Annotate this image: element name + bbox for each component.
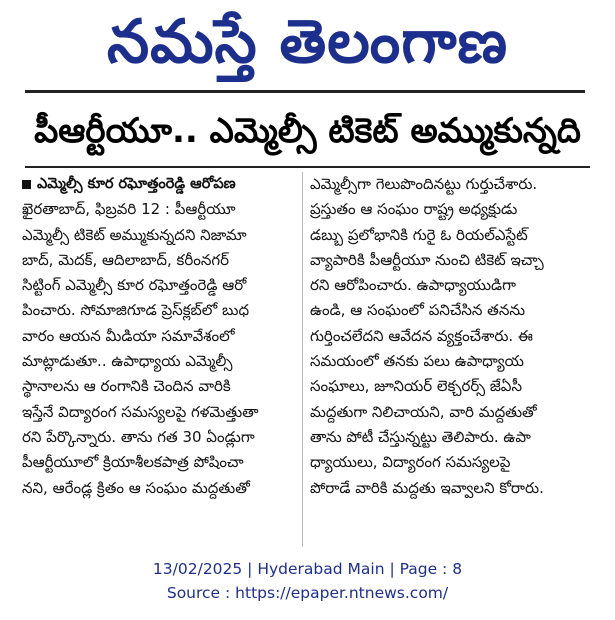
footer-source-link[interactable]: Source : https://epaper.ntnews.com/ xyxy=(166,584,449,602)
body-line: ఉండి, ఆ సంఘంలో పనిచేసిన తనను xyxy=(310,301,526,320)
body-line: స్థానాలను ఆ రంగానికి చెందిన వారికి xyxy=(22,377,231,396)
article-column-right xyxy=(310,172,595,501)
body-line: ఎమ్మెల్సీ టికెట్ అమ్ముకున్నదని నిజామా xyxy=(22,225,247,244)
body-line: నని, ఆరేండ్ల క్రితం ఆ సంఘం మద్దతుతో xyxy=(22,478,250,497)
column-divider xyxy=(302,172,303,547)
body-line: తాను పోటీ చేస్తున్నట్టు తెలిపారు. ఉపా xyxy=(310,427,531,446)
article-byline xyxy=(22,172,307,197)
body-line: మాట్లాడుతూ.. ఉపాధ్యాయ ఎమ్మెల్సీ xyxy=(22,352,233,371)
newspaper-masthead xyxy=(0,2,615,82)
body-line: ఖైరతాబాద్, ఫిబ్రవరి 12 : పీఆర్టీయూ xyxy=(22,200,236,219)
article-headline: పీఆర్టీయూ.. ఎమ్మెల్సీ టికెట్ అమ్ముకున్నది xyxy=(34,111,581,151)
body-line: రని పేర్కొన్నారు. తాను గత 30 ఏండ్లుగా xyxy=(22,427,255,446)
bullet-icon xyxy=(22,180,31,189)
body-line: సంఘాలు, జూనియర్ లెక్చరర్స్ జేఏసీ xyxy=(310,377,522,396)
body-line: ప్రస్తుతం ఆ సంఘం రాష్ట్ర అధ్యక్షుడు xyxy=(310,200,518,219)
body-line: ధ్యాయులు, విద్యారంగ సమస్యలపై xyxy=(310,453,511,472)
masthead-title: నమస్తే తెలంగాణ xyxy=(106,7,509,77)
body-line: సిట్టింగ్ ఎమ్మెల్సీ కూర రఘోత్తంరెడ్డి ఆరో xyxy=(22,276,247,295)
article-column-left xyxy=(22,172,307,501)
body-line: డబ్బు ప్రలోభానికి గురై ఓ రియల్‌ఎస్టేట్ xyxy=(310,225,528,244)
body-line: ఎమ్మెల్సీగా గెలుపొందినట్టు గుర్తుచేశారు. xyxy=(310,175,538,193)
body-line: బాద్, మెదక్, ఆదిలాబాద్, కరీంనగర్ xyxy=(22,250,230,269)
masthead-rule xyxy=(25,90,585,93)
body-line: సమయంలో తనకు పలు ఉపాధ్యాయ xyxy=(310,352,524,371)
body-line: వారం ఆయన మీడియా సమావేశంలో xyxy=(22,326,235,345)
body-line: వ్యాపారికి పీఆర్టీయూ నుంచి టికెట్ ఇచ్చా xyxy=(310,250,544,269)
body-line: మద్దతుగా నిలిచాయని, వారి మద్దతుతో xyxy=(310,402,537,421)
body-line: పించారు. సోమాజిగూడ ప్రెస్‌క్లబ్‌లో బుధ xyxy=(22,301,250,320)
body-line: ఇస్తేనే విద్యారంగ సమస్యలపై గళమెత్తుతా xyxy=(22,402,259,421)
footer-edition-info: 13/02/2025 | Hyderabad Main | Page : 8 xyxy=(152,560,463,578)
body-line: గుర్తించలేదని ఆవేదన వ్యక్తంచేశారు. ఈ xyxy=(310,326,533,345)
body-line: పీఆర్టీయూలో క్రియాశీలకపాత్ర పోషించా xyxy=(22,453,244,472)
body-line: రని ఆరోపించారు. ఉపాధ్యాయుడిగా xyxy=(310,276,516,295)
body-line: పోరాడే వారికి మద్దతు ఇవ్వాలని కోరారు. xyxy=(310,478,544,497)
headline-rule xyxy=(25,166,590,168)
byline-text: ఎమ్మెల్సీ కూర రఘోత్తంరెడ్డి ఆరోపణ xyxy=(37,176,236,192)
